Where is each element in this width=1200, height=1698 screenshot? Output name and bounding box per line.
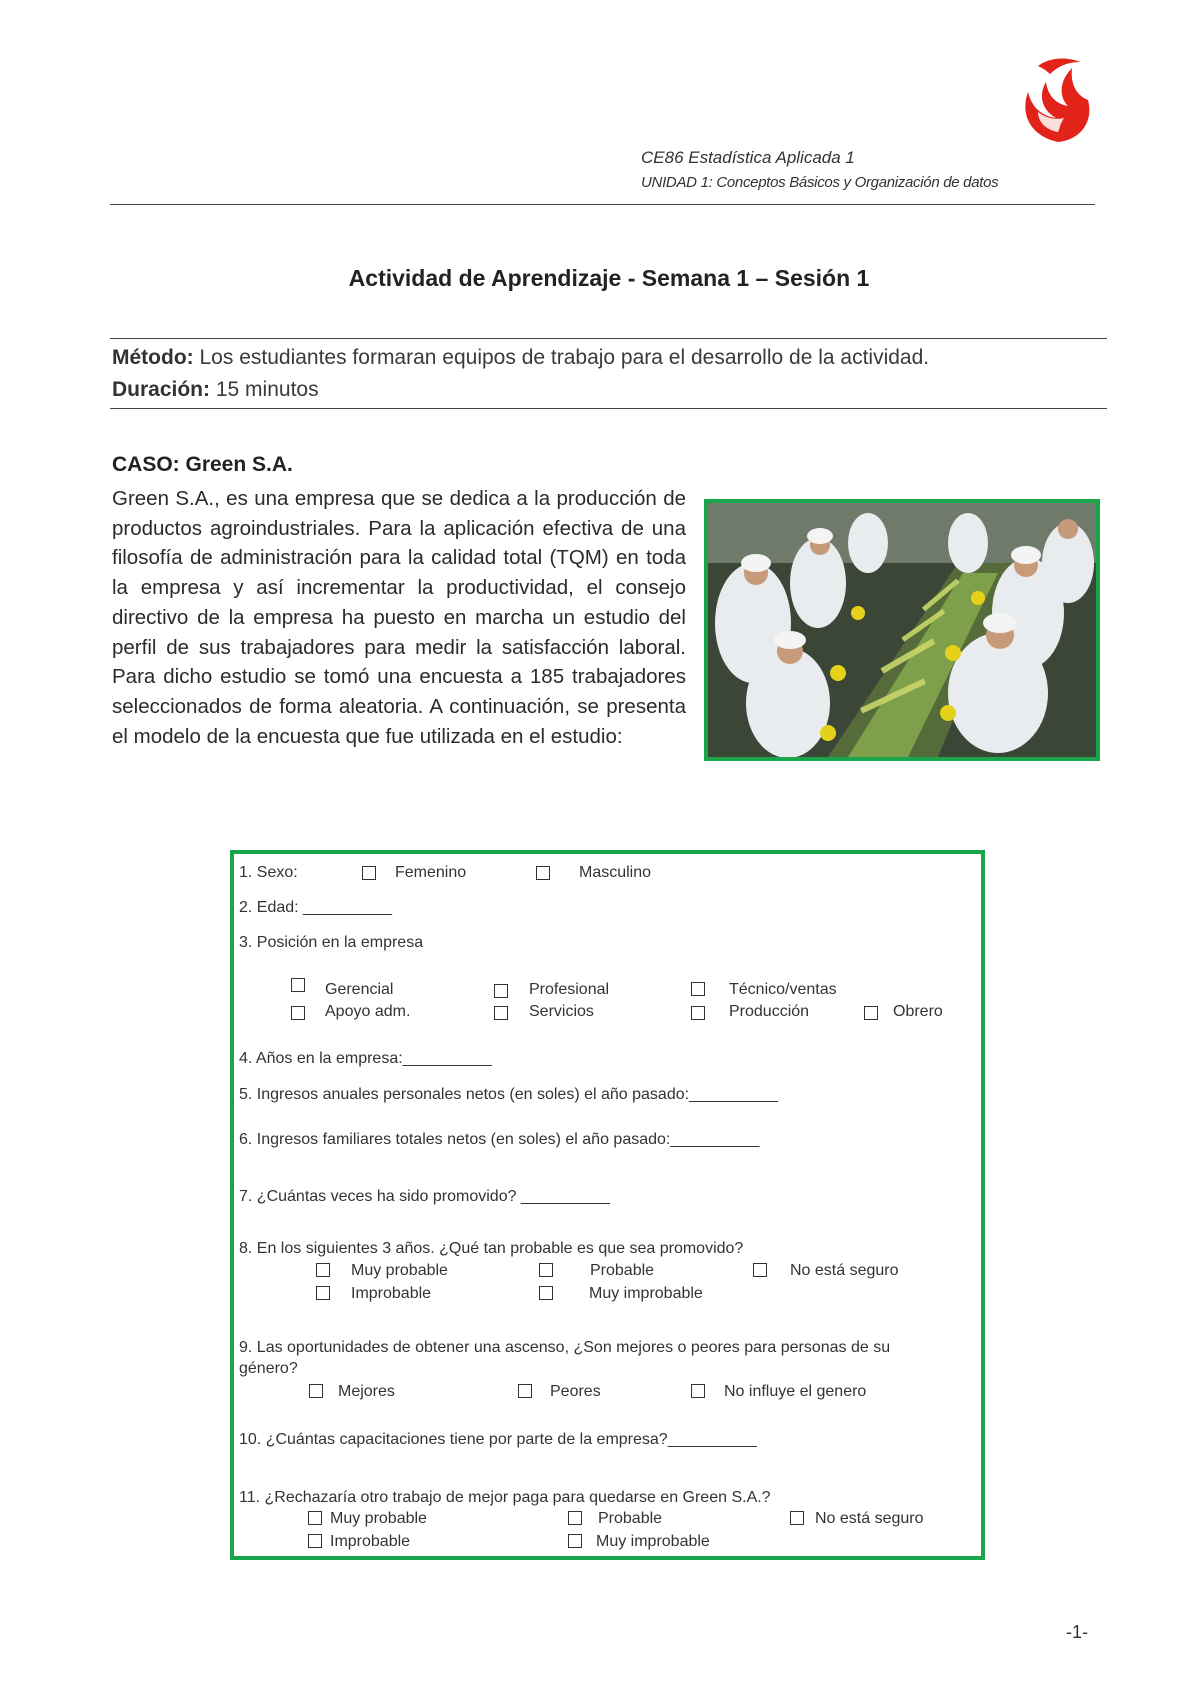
checkbox-obrero[interactable] bbox=[864, 1006, 878, 1020]
checkbox-q8-probable[interactable] bbox=[539, 1263, 553, 1277]
option-q9-mejores: Mejores bbox=[338, 1383, 395, 1400]
header-divider bbox=[110, 204, 1095, 205]
case-title: CASO: Green S.A. bbox=[112, 453, 293, 476]
option-profesional: Profesional bbox=[529, 981, 610, 998]
checkbox-q9-mejores[interactable] bbox=[309, 1384, 323, 1398]
option-q8-muy-improbable: Muy improbable bbox=[589, 1285, 703, 1302]
page-title: Actividad de Aprendizaje - Semana 1 – Sesión 1 bbox=[348, 265, 870, 291]
option-tecnico-ventas: Técnico/ventas bbox=[729, 981, 837, 998]
checkbox-q11-probable[interactable] bbox=[568, 1511, 582, 1525]
checkbox-q9-peores[interactable] bbox=[518, 1384, 532, 1398]
checkbox-gerencial[interactable] bbox=[291, 978, 305, 992]
option-q9-peores: Peores bbox=[550, 1383, 601, 1400]
option-q8-improbable: Improbable bbox=[351, 1285, 432, 1302]
question-10: 10. ¿Cuántas capacitaciones tiene por parte de la empresa?__________ bbox=[239, 1431, 757, 1448]
method-label: Método: bbox=[112, 346, 194, 369]
option-q8-muy-probable: Muy probable bbox=[351, 1262, 448, 1279]
duration-label: Duración: bbox=[112, 378, 211, 401]
survey-form bbox=[230, 850, 985, 1560]
question-2: 2. Edad: __________ bbox=[239, 899, 393, 916]
page-number: -1- bbox=[1066, 1622, 1088, 1642]
checkbox-q11-muy-probable[interactable] bbox=[308, 1511, 322, 1525]
option-q11-muy-probable: Muy probable bbox=[330, 1510, 427, 1527]
checkbox-q11-no-esta-seguro[interactable] bbox=[790, 1511, 804, 1525]
option-q9-no-influye: No influye el genero bbox=[724, 1383, 867, 1400]
course-name: CE86 Estadística Aplicada 1 bbox=[641, 148, 855, 167]
checkbox-q11-improbable[interactable] bbox=[308, 1534, 322, 1548]
checkbox-q11-muy-improbable[interactable] bbox=[568, 1534, 582, 1548]
checkbox-q8-muy-probable[interactable] bbox=[316, 1263, 330, 1277]
unit-name: UNIDAD 1: Conceptos Básicos y Organización de datos bbox=[641, 174, 999, 191]
checkbox-profesional[interactable] bbox=[494, 984, 508, 998]
option-servicios: Servicios bbox=[529, 1003, 594, 1020]
option-q8-no-esta-seguro: No está seguro bbox=[790, 1262, 899, 1279]
checkbox-masculino[interactable] bbox=[536, 866, 550, 880]
checkbox-q8-muy-improbable[interactable] bbox=[539, 1286, 553, 1300]
method-line bbox=[112, 346, 929, 370]
workers-photo bbox=[704, 499, 1100, 761]
question-1: 1. Sexo: bbox=[239, 864, 298, 881]
duration-text: 15 minutos bbox=[215, 378, 319, 401]
option-apoyo-adm: Apoyo adm. bbox=[325, 1003, 411, 1020]
question-6: 6. Ingresos familiares totales netos (en soles) el año pasado:__________ bbox=[239, 1131, 760, 1148]
option-obrero: Obrero bbox=[893, 1003, 943, 1020]
checkbox-q9-no-influye[interactable] bbox=[691, 1384, 705, 1398]
upc-logo-icon bbox=[1018, 56, 1098, 144]
question-9-line-2: género? bbox=[239, 1360, 298, 1377]
question-5: 5. Ingresos anuales personales netos (en soles) el año pasado:__________ bbox=[239, 1086, 779, 1103]
case-description: Green S.A., es una empresa que se dedica a la producción de productos agroindustriales. Para la aplicación efectiva de una filosofía de administración para la calidad total (TQM) en toda la empresa y así incrementar la productividad, el consejo directivo de la empresa ha puesto en marcha un estudio del perfil de sus trabajadores para medir la satisfacción laboral. Para dicho estudio se tomó una encuesta a 185 trabajadores seleccionados de forma aleatoria. A continuación, se presenta el modelo de la encuesta que fue utilizada en el estudio: bbox=[112, 487, 686, 748]
question-9-line-1: 9. Las oportunidades de obtener una ascenso, ¿Son mejores o peores para personas de su bbox=[239, 1339, 891, 1356]
option-q11-improbable: Improbable bbox=[330, 1533, 411, 1550]
option-q11-muy-improbable: Muy improbable bbox=[596, 1533, 710, 1550]
meta-divider-bottom bbox=[110, 408, 1107, 409]
checkbox-q8-no-esta-seguro[interactable] bbox=[753, 1263, 767, 1277]
question-7: 7. ¿Cuántas veces ha sido promovido? __________ bbox=[239, 1188, 610, 1205]
duration-line bbox=[112, 378, 319, 402]
option-gerencial: Gerencial bbox=[325, 981, 394, 998]
option-masculino: Masculino bbox=[579, 864, 652, 881]
question-3: 3. Posición en la empresa bbox=[239, 934, 424, 951]
checkbox-servicios[interactable] bbox=[494, 1006, 508, 1020]
question-4: 4. Años en la empresa:__________ bbox=[239, 1050, 492, 1067]
checkbox-femenino[interactable] bbox=[362, 866, 376, 880]
meta-divider-top bbox=[110, 338, 1107, 339]
question-11: 11. ¿Rechazaría otro trabajo de mejor paga para quedarse en Green S.A.? bbox=[239, 1489, 771, 1506]
option-q8-probable: Probable bbox=[590, 1262, 655, 1279]
checkbox-tecnico-ventas[interactable] bbox=[691, 982, 705, 996]
question-8: 8. En los siguientes 3 años. ¿Qué tan probable es que sea promovido? bbox=[239, 1240, 744, 1257]
method-text: Los estudiantes formaran equipos de trabajo para el desarrollo de la actividad. bbox=[199, 346, 930, 369]
option-femenino: Femenino bbox=[395, 864, 467, 881]
checkbox-apoyo-adm[interactable] bbox=[291, 1006, 305, 1020]
option-q11-probable: Probable bbox=[598, 1510, 663, 1527]
checkbox-produccion[interactable] bbox=[691, 1006, 705, 1020]
option-q11-no-esta-seguro: No está seguro bbox=[815, 1510, 924, 1527]
checkbox-q8-improbable[interactable] bbox=[316, 1286, 330, 1300]
option-produccion: Producción bbox=[729, 1003, 810, 1020]
